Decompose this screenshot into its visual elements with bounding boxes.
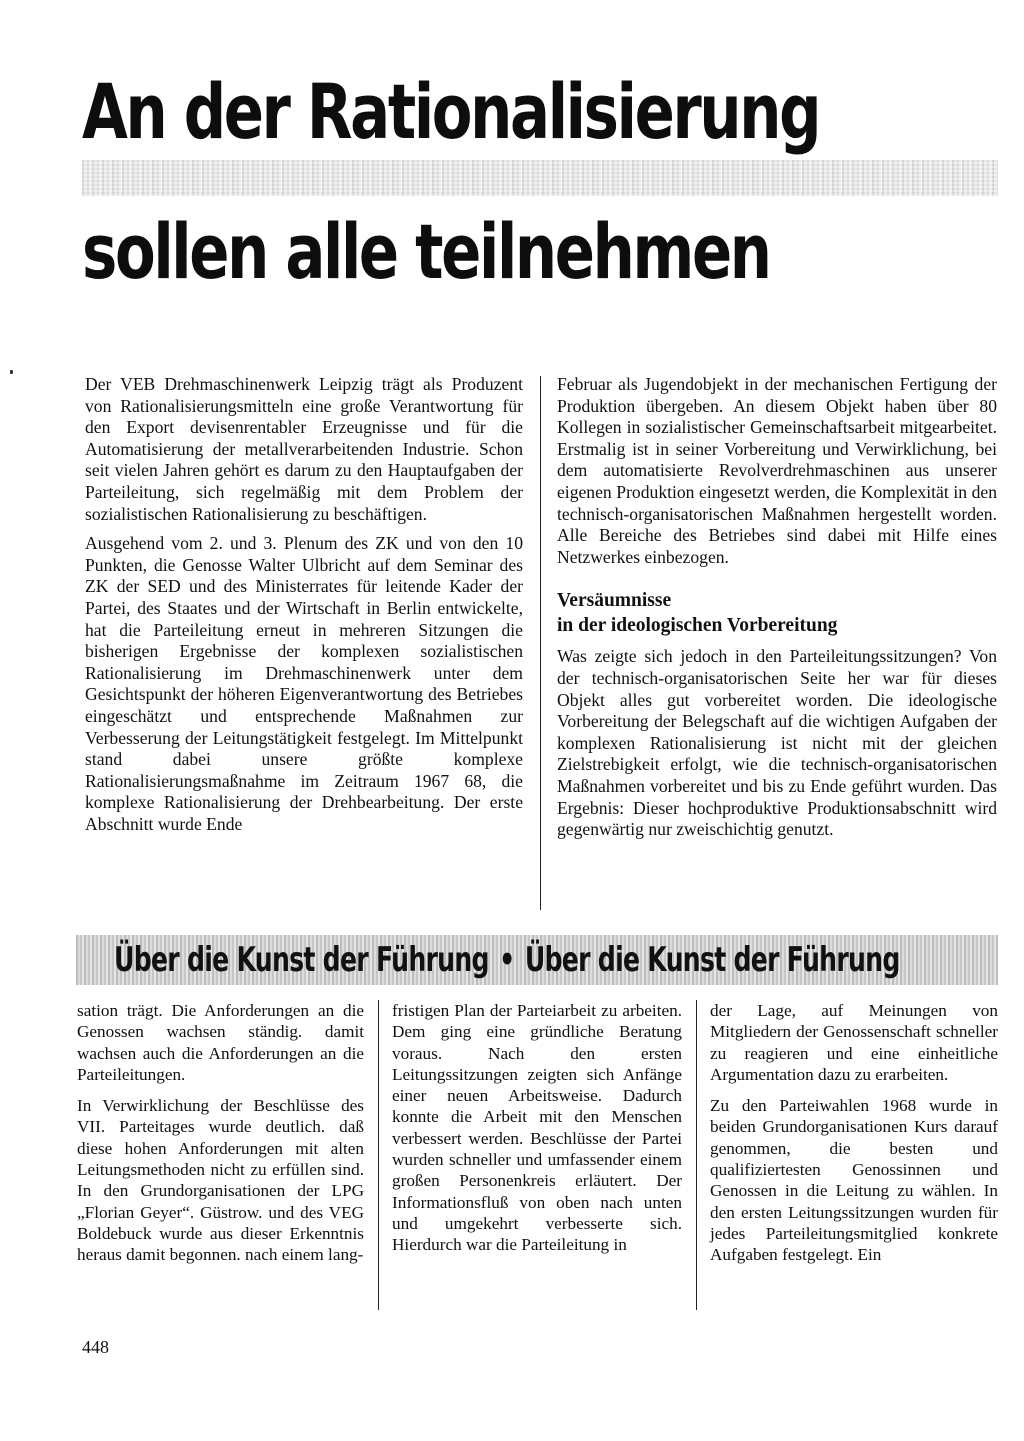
subheading-line-1: Versäumnisse	[557, 590, 672, 612]
paragraph: sation trägt. Die Anforderungen an die Genossen wachsen ständig. damit wachsen auch die Anforderungen an die Parteileitungen.	[77, 1001, 364, 1084]
banner-title-repeat: Über die Kunst der Führung	[524, 940, 900, 980]
paragraph: Ausgehend vom 2. und 3. Plenum des ZK und von den 10 Punkten, die Genosse Walter Ulbricht auf dem Seminar des ZK der SED und des Ministerrates für leitende Kader der Partei, des Staates und der Wirtschaft in Berlin entwickelte, hat die Parteileitung erneut in mehreren Sitzungen die bisherigen Ergebnisse der komplexen sozialistischen Rationalisierung im Drehmaschinenwerk unter dem Gesichtspunkt der höheren Eigenverantwortung des Betriebes eingeschätzt und entsprechende Maßnahmen zur Verbesserung der Leitungstätigkeit festgelegt. Im Mittelpunkt stand dabei unsere größte komplexe Rationalisierungsmaßnahme im Zeitraum 1967 68, die komplexe Rationalisierung der Drehbearbeitung. Der erste Abschnitt wurde Ende	[85, 533, 523, 834]
paragraph: In Verwirklichung der Beschlüsse des VII. Parteitages wurde deutlich. daß diese hohen Anforderungen mit alten Leitungsmethoden nicht zu erfüllen sind. In den Grundorganisationen der LPG „Florian Geyer“. Güstrow. und des VEG Boldebuck wurde aus dieser Erkenntnis heraus damit begonnen. nach einem lang-	[77, 1096, 364, 1265]
paragraph: der Lage, auf Meinungen von Mitgliedern der Genossenschaft schneller zu reagieren und eine einheitliche Argumentation dazu zu erarbeiten.	[710, 1001, 998, 1084]
column-rule	[378, 1000, 379, 1310]
bullet-separator: •	[499, 940, 515, 980]
section-banner	[76, 935, 998, 985]
paragraph: fristigen Plan der Parteiarbeit zu arbeiten. Dem ging eine gründliche Beratung voraus. Nach den ersten Leitungssitzungen zeigten sich Anfänge einer neuen Arbeitsweise. Dadurch konnte die Arbeit mit den Menschen verbessert werden. Beschlüsse der Partei wurden schneller und umfassender einem großen Personenkreis erläutert. Der Informationsfluß von oben nach unten und umgekehrt verbesserte sich. Hierdurch war die Parteileitung in	[392, 1001, 682, 1255]
bottom-column-3	[710, 1000, 998, 1266]
paragraph: Februar als Jugendobjekt in der mechanischen Fertigung der Produktion übergeben. An diesem Objekt haben über 80 Kollegen in sozialistischer Gemeinschaftsarbeit mitgearbeitet. Erstmalig ist in seiner Vorbereitung und Verwirklichung, bei dem automatisierte Revolverdrehmaschinen aus unserer eigenen Produktion eingesetzt werden, die Komplexität in den technisch-organisatorischen Maßnahmen hergestellt worden. Alle Bereiche des Betriebes sind dabei mit Hilfe eines Netzwerkes einbezogen.	[557, 374, 997, 567]
page-number: 448	[82, 1337, 109, 1357]
paragraph: Zu den Parteiwahlen 1968 wurde in beiden Grundorganisationen Kurs darauf genommen, die besten und qualifiziertesten Genossinnen und Genossen in die Leitung zu wählen. In den ersten Leitungssitzungen wurden für jedes Parteileitungsmitglied konkrete Aufgaben festgelegt. Ein	[710, 1096, 998, 1265]
bottom-column-1	[77, 1000, 364, 1266]
column-rule	[540, 376, 541, 910]
subheading-line-2: in der ideologischen Vorbereitung	[557, 615, 838, 637]
column-rule	[696, 1000, 697, 1310]
paragraph: Der VEB Drehmaschinenwerk Leipzig trägt als Produzent von Rationalisierungsmitteln eine große Verantwortung für den Export devisenrentabler Erzeugnisse und für die Automatisierung der metallverarbeitenden Industrie. Schon seit vielen Jahren gehört es darum zu den Hauptaufgaben der Parteileitung, sich regelmäßig mit dem Problem der sozialistischen Rationalisierung zu beschäftigen.	[85, 374, 523, 524]
article-left-column	[85, 374, 523, 835]
section-subheading	[557, 588, 997, 638]
article-right-column	[557, 374, 997, 841]
halftone-strip	[82, 160, 998, 196]
banner-text	[114, 939, 900, 981]
headline-line-1: An der Rationalisierung	[82, 67, 820, 156]
bottom-column-2	[392, 1000, 682, 1256]
headline-line-2: sollen alle teilnehmen	[82, 207, 770, 296]
banner-title: Über die Kunst der Führung	[114, 940, 489, 980]
paragraph: Was zeigte sich jedoch in den Parteileitungssitzungen? Von der technisch-organisatorischen Seite her war für dieses Objekt alles gut vorbereitet worden. Die ideologische Vorbereitung der Belegschaft auf die wichtigen Aufgaben der komplexen Rationalisierung ist nicht mit der gleichen Zielstrebigkeit erfolgt, wie die technisch-organisatorischen Maßnahmen vorbereitet und bis zu Ende geführt wurden. Das Ergebnis: Dieser hochproduktive Produktionsabschnitt wird gegenwärtig nur zweischichtig genutzt.	[557, 646, 997, 840]
scan-mark	[10, 370, 13, 374]
